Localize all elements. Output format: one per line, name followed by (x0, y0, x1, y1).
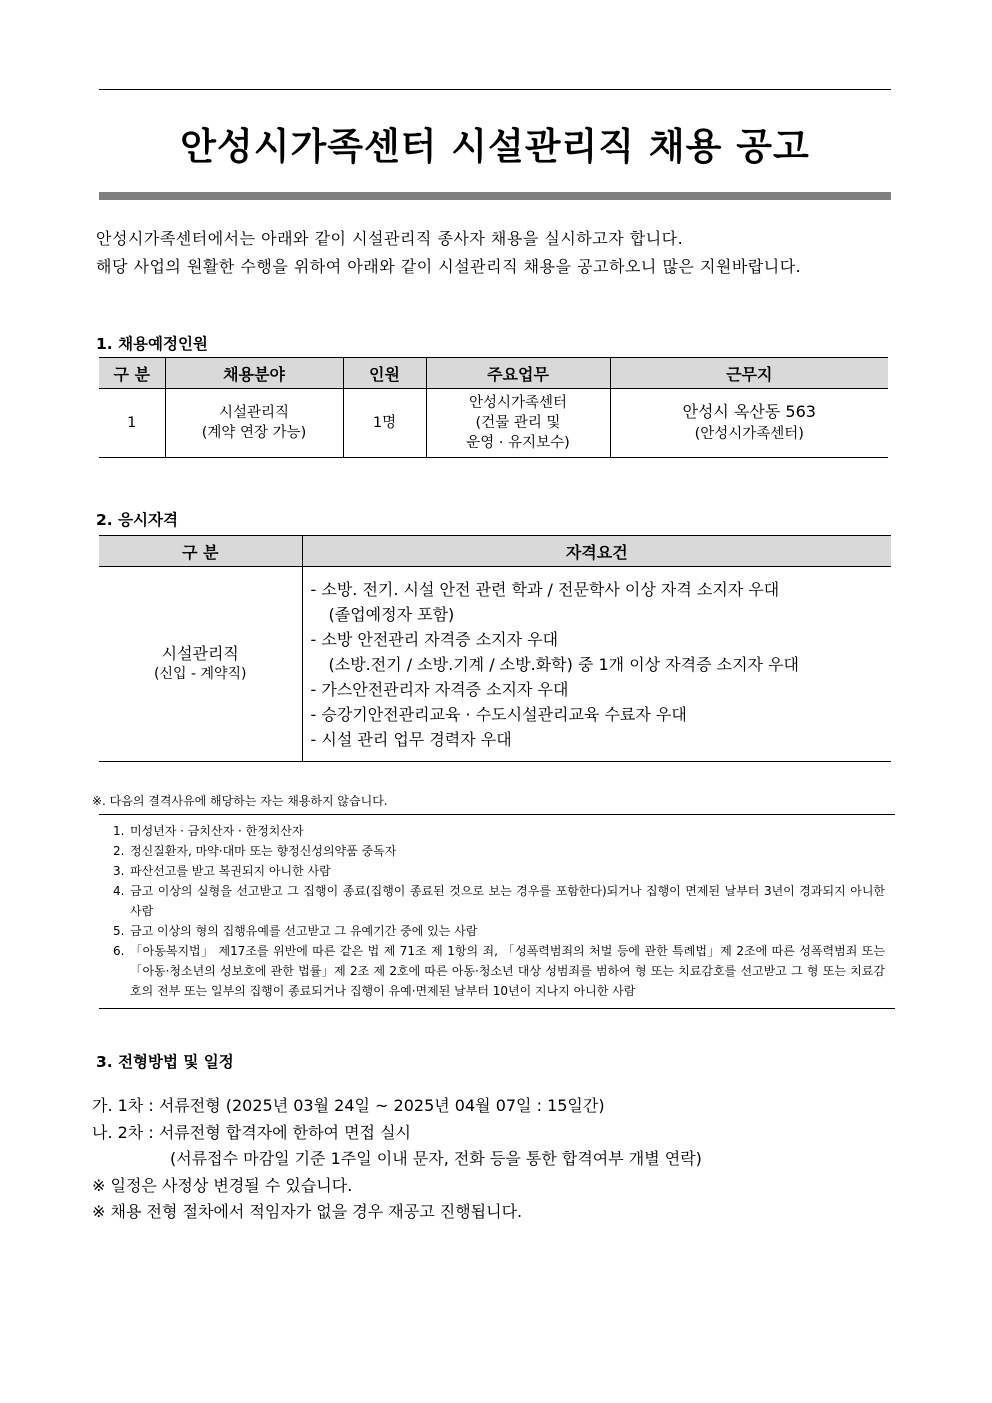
schedule-notice: ※ 채용 전형 절차에서 적임자가 없을 경우 재공고 진행됩니다. (92, 1202, 523, 1221)
header-category: 구 분 (99, 536, 302, 567)
item-number: 2. (113, 844, 125, 858)
header-category: 구 분 (99, 358, 165, 389)
duty-line: 안성시가족센터 (468, 395, 568, 411)
row-number: 1 (99, 389, 165, 458)
schedule-line: 가. 1차 : 서류전형 (2025년 03월 24일 ~ 2025년 04월 07일 : 15일간) (92, 1096, 605, 1115)
page-title: 안성시가족센터 시설관리직 채용 공고 (180, 125, 810, 168)
list-item (113, 881, 885, 921)
schedule-line: 나. 2차 : 서류전형 합격자에 한하여 면접 실시 (92, 1122, 412, 1142)
list-item (113, 861, 885, 881)
list-item (113, 941, 885, 1001)
item-text: 「아동복지법」 제17조를 위반에 따른 같은 법 제 71조 제 1항의 죄, 「성폭력범죄의 처벌 등에 관한 특례법」제 2조에 따른 성폭력범죄 또는 「아동·청소년의 성보호에 관한 법률」제 2조 제 2호에 따른 아동·청소년 대상 성범죄를 범하여 형 또는 치료감호를 선고받고 그 형 또는 치료감호의 전부 또는 일부의 집행이 종료되거나 집행이 유예·면제된 날부터 10년이 지나지 아니한 사람 (130, 944, 885, 998)
recruitment-table (99, 357, 888, 458)
list-item: - 가스안전관리자 자격증 소지자 우대 (310, 679, 569, 699)
item-number: 3. (113, 864, 125, 878)
duty-line: 운영 · 유지보수) (466, 435, 570, 451)
row-count: 1명 (343, 389, 426, 458)
intro-line-2: 해당 사업의 원활한 수행을 위하여 아래와 같이 시설관리직 채용을 공고하오니 많은 지원바랍니다. (96, 257, 802, 276)
row-duty (426, 389, 610, 458)
qualification-category (99, 567, 302, 762)
disqualification-note: ※. 다음의 결격사유에 해당하는 자는 채용하지 않습니다. (92, 794, 388, 808)
header-count: 인원 (343, 358, 426, 389)
location-name: (안성시가족센터) (694, 426, 804, 442)
schedule-notice: ※ 일정은 사정상 변경될 수 있습니다. (92, 1175, 353, 1195)
list-item (113, 821, 885, 841)
field-note: (계약 연장 가능) (201, 425, 307, 441)
intro-line-1: 안성시가족센터에서는 아래와 같이 시설관리직 종사자 채용을 실시하고자 합니다. (96, 229, 684, 248)
table-row (99, 567, 891, 762)
disqualification-box (99, 814, 895, 1009)
item-text: 금고 이상의 실형을 선고받고 그 집행이 종료(집행이 종료된 것으로 보는 경우를 포함한다)되거나 집행이 면제된 날부터 3년이 경과되지 아니한 사람 (130, 884, 885, 918)
list-item: - 소방 안전관리 자격증 소지자 우대 (310, 629, 559, 649)
category-name: 시설관리직 (161, 644, 239, 663)
table-row (99, 389, 888, 458)
requirements-list (303, 569, 892, 760)
header-location: 근무지 (610, 358, 888, 389)
list-item: - 시설 관리 업무 경력자 우대 (310, 729, 512, 749)
item-text: 정신질환자, 마약·대마 또는 향정신성의약품 중독자 (130, 844, 397, 858)
table-header-row (99, 536, 891, 567)
section-1-heading: 1. 채용예정인원 (96, 335, 208, 353)
schedule-line: (서류접수 마감일 기준 1주일 이내 문자, 전화 등을 통한 합격여부 개별 연락) (170, 1149, 702, 1168)
qualification-requirements (302, 567, 891, 762)
title-underline-bar (99, 192, 891, 200)
header-requirements: 자격요건 (302, 536, 891, 567)
list-item (113, 921, 885, 941)
section-2-heading: 2. 응시자격 (96, 511, 178, 529)
category-note: (신입 - 계약직) (154, 666, 247, 682)
duty-line: (건물 관리 및 (475, 415, 561, 431)
item-number: 1. (113, 824, 125, 838)
list-item: - 승강기안전관리교육 · 수도시설관리교육 수료자 우대 (310, 704, 687, 724)
item-number: 5. (113, 924, 125, 938)
disqualification-list (113, 821, 885, 1001)
header-field: 채용분야 (165, 358, 343, 389)
list-item (113, 841, 885, 861)
location-address: 안성시 옥산동 563 (682, 402, 816, 421)
row-location (610, 389, 888, 458)
table-header-row (99, 358, 888, 389)
header-duty: 주요업무 (426, 358, 610, 389)
item-text: 금고 이상의 형의 집행유예를 선고받고 그 유예기간 중에 있는 사람 (130, 924, 478, 938)
item-number: 6. (113, 944, 125, 958)
field-name: 시설관리직 (218, 405, 290, 421)
item-text: 파산선고를 받고 복권되지 아니한 사람 (130, 864, 331, 878)
row-field (165, 389, 343, 458)
list-item: - 소방. 전기. 시설 안전 관련 학과 / 전문학사 이상 자격 소지자 우대 (310, 579, 780, 599)
item-number: 4. (113, 884, 125, 898)
list-item: (졸업예정자 포함) (328, 604, 455, 624)
schedule-list (92, 1093, 702, 1226)
top-rule (99, 89, 891, 90)
item-text: 미성년자 · 금치산자 · 한정치산자 (130, 824, 304, 838)
list-item: (소방.전기 / 소방.기계 / 소방.화학) 중 1개 이상 자격증 소지자 우대 (328, 654, 800, 674)
qualification-table (99, 535, 891, 762)
section-3-heading: 3. 전형방법 및 일정 (96, 1053, 234, 1071)
